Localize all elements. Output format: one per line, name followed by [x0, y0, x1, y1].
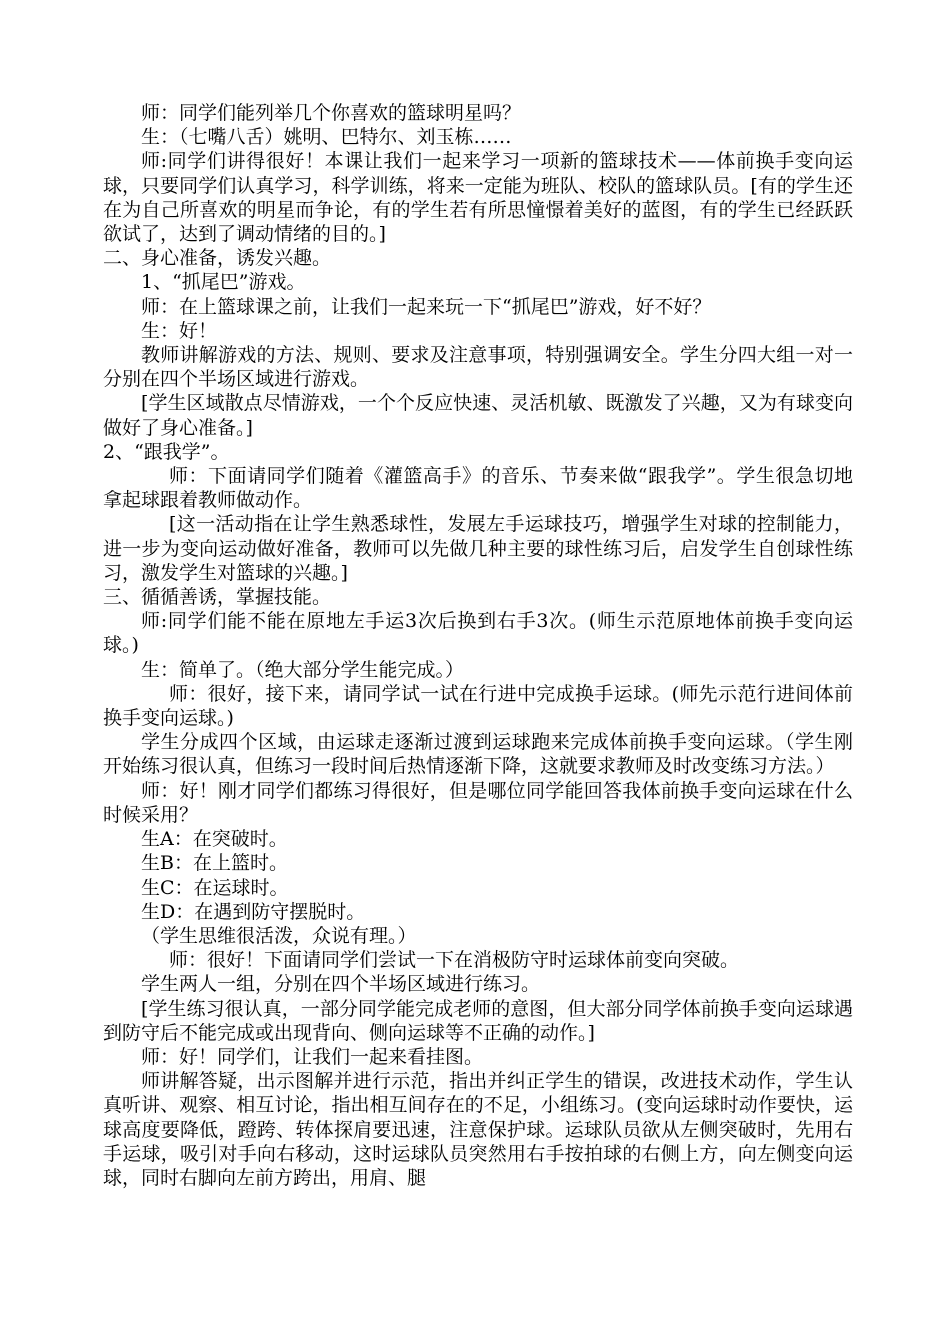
paragraph: 师讲解答疑，出示图解并进行示范，指出并纠正学生的错误，改进技术动作，学生认真听讲、观察、相互讨论，指出相互间存在的不足，小组练习。(变向运球时动作要快，运球高度要降低，蹬跨、转体探肩要迅速，注意保护球。运球队员欲从左侧突破时，先用右手运球，吸引对手向右移动，这时运球队员突然用右手按拍球的右侧上方，向左侧变向运球，同时右脚向左前方跨出，用肩、腿 — [103, 1070, 853, 1189]
paragraph: 生B：在上篮时。 — [141, 852, 288, 875]
paragraph: 师：下面请同学们随着《灌篮高手》的音乐、节奏来做“跟我学”。学生很急切地拿起球跟着教师做动作。 — [103, 465, 853, 512]
paragraph: [这一活动指在让学生熟悉球性，发展左手运球技巧，增强学生对球的控制能力，进一步为变向运动做好准备，教师可以先做几种主要的球性练习后，启发学生自创球性练习，激发学生对篮球的兴趣。] — [103, 513, 853, 584]
paragraph: [学生区域散点尽情游戏，一个个反应快速、灵活机敏、既激发了兴趣，又为有球变向做好了身心准备。] — [103, 392, 853, 439]
paragraph: 生：（七嘴八舌）姚明、巴特尔、刘玉栋…… — [141, 126, 512, 149]
paragraph: 师：很好！下面请同学们尝试一下在消极防守时运球体前变向突破。 — [169, 949, 740, 972]
document-page — [103, 101, 853, 1190]
paragraph: 教师讲解游戏的方法、规则、要求及注意事项，特别强调安全。学生分四大组一对一分别在四个半场区域进行游戏。 — [103, 344, 853, 391]
paragraph: 师：在上篮球课之前，让我们一起来玩一下“抓尾巴”游戏，好不好？ — [141, 295, 712, 318]
paragraph: 生：简单了。（绝大部分学生能完成。） — [141, 658, 465, 681]
paragraph: 三、循循善诱，掌握技能。 — [103, 586, 332, 609]
paragraph: 1、“抓尾巴”游戏。 — [141, 271, 306, 294]
paragraph: 生：好！ — [141, 319, 218, 342]
paragraph: 生D：在遇到防守摆脱时。 — [141, 900, 366, 923]
paragraph: 2、“跟我学”。 — [103, 440, 230, 463]
paragraph: 师:同学们能不能在原地左手运3次后换到右手3次。(师生示范原地体前换手变向运球。) — [103, 610, 853, 657]
paragraph: 师：好！刚才同学们都练习得很好，但是哪位同学能回答我体前换手变向运球在什么时候采用？ — [103, 779, 853, 826]
paragraph: 学生两人一组，分别在四个半场区域进行练习。 — [141, 973, 541, 996]
paragraph: 师：同学们能列举几个你喜欢的篮球明星吗？ — [141, 102, 522, 124]
paragraph: 二、身心准备，诱发兴趣。 — [103, 247, 332, 270]
paragraph: 师：很好，接下来，请同学试一试在行进中完成换手运球。(师先示范行进间体前换手变向运球。) — [103, 682, 853, 730]
paragraph: （学生思维很活泼，众说有理。） — [141, 924, 417, 947]
paragraph: 生C：在运球时。 — [141, 876, 289, 899]
paragraph: 生A：在突破时。 — [141, 828, 288, 851]
paragraph: 师：好！同学们，让我们一起来看挂图。 — [141, 1045, 484, 1068]
paragraph: 师:同学们讲得很好！本课让我们一起来学习一项新的篮球技术——体前换手变向运球，只要同学们认真学习，科学训练，将来一定能为班队、校队的篮球队员。[有的学生还在为自己所喜欢的明星而争论，有的学生若有所思憧憬着美好的蓝图，有的学生已经跃跃欲试了，达到了调动情绪的目的。] — [103, 150, 853, 246]
paragraph: 学生分成四个区域，由运球走逐渐过渡到运球跑来完成体前换手变向运球。（学生刚开始练习很认真，但练习一段时间后热情逐渐下降，这就要求教师及时改变练习方法。） — [103, 731, 853, 778]
paragraph: [学生练习很认真，一部分同学能完成老师的意图，但大部分同学体前换手变向运球遇到防守后不能完成或出现背向、侧向运球等不正确的动作。] — [103, 997, 853, 1044]
